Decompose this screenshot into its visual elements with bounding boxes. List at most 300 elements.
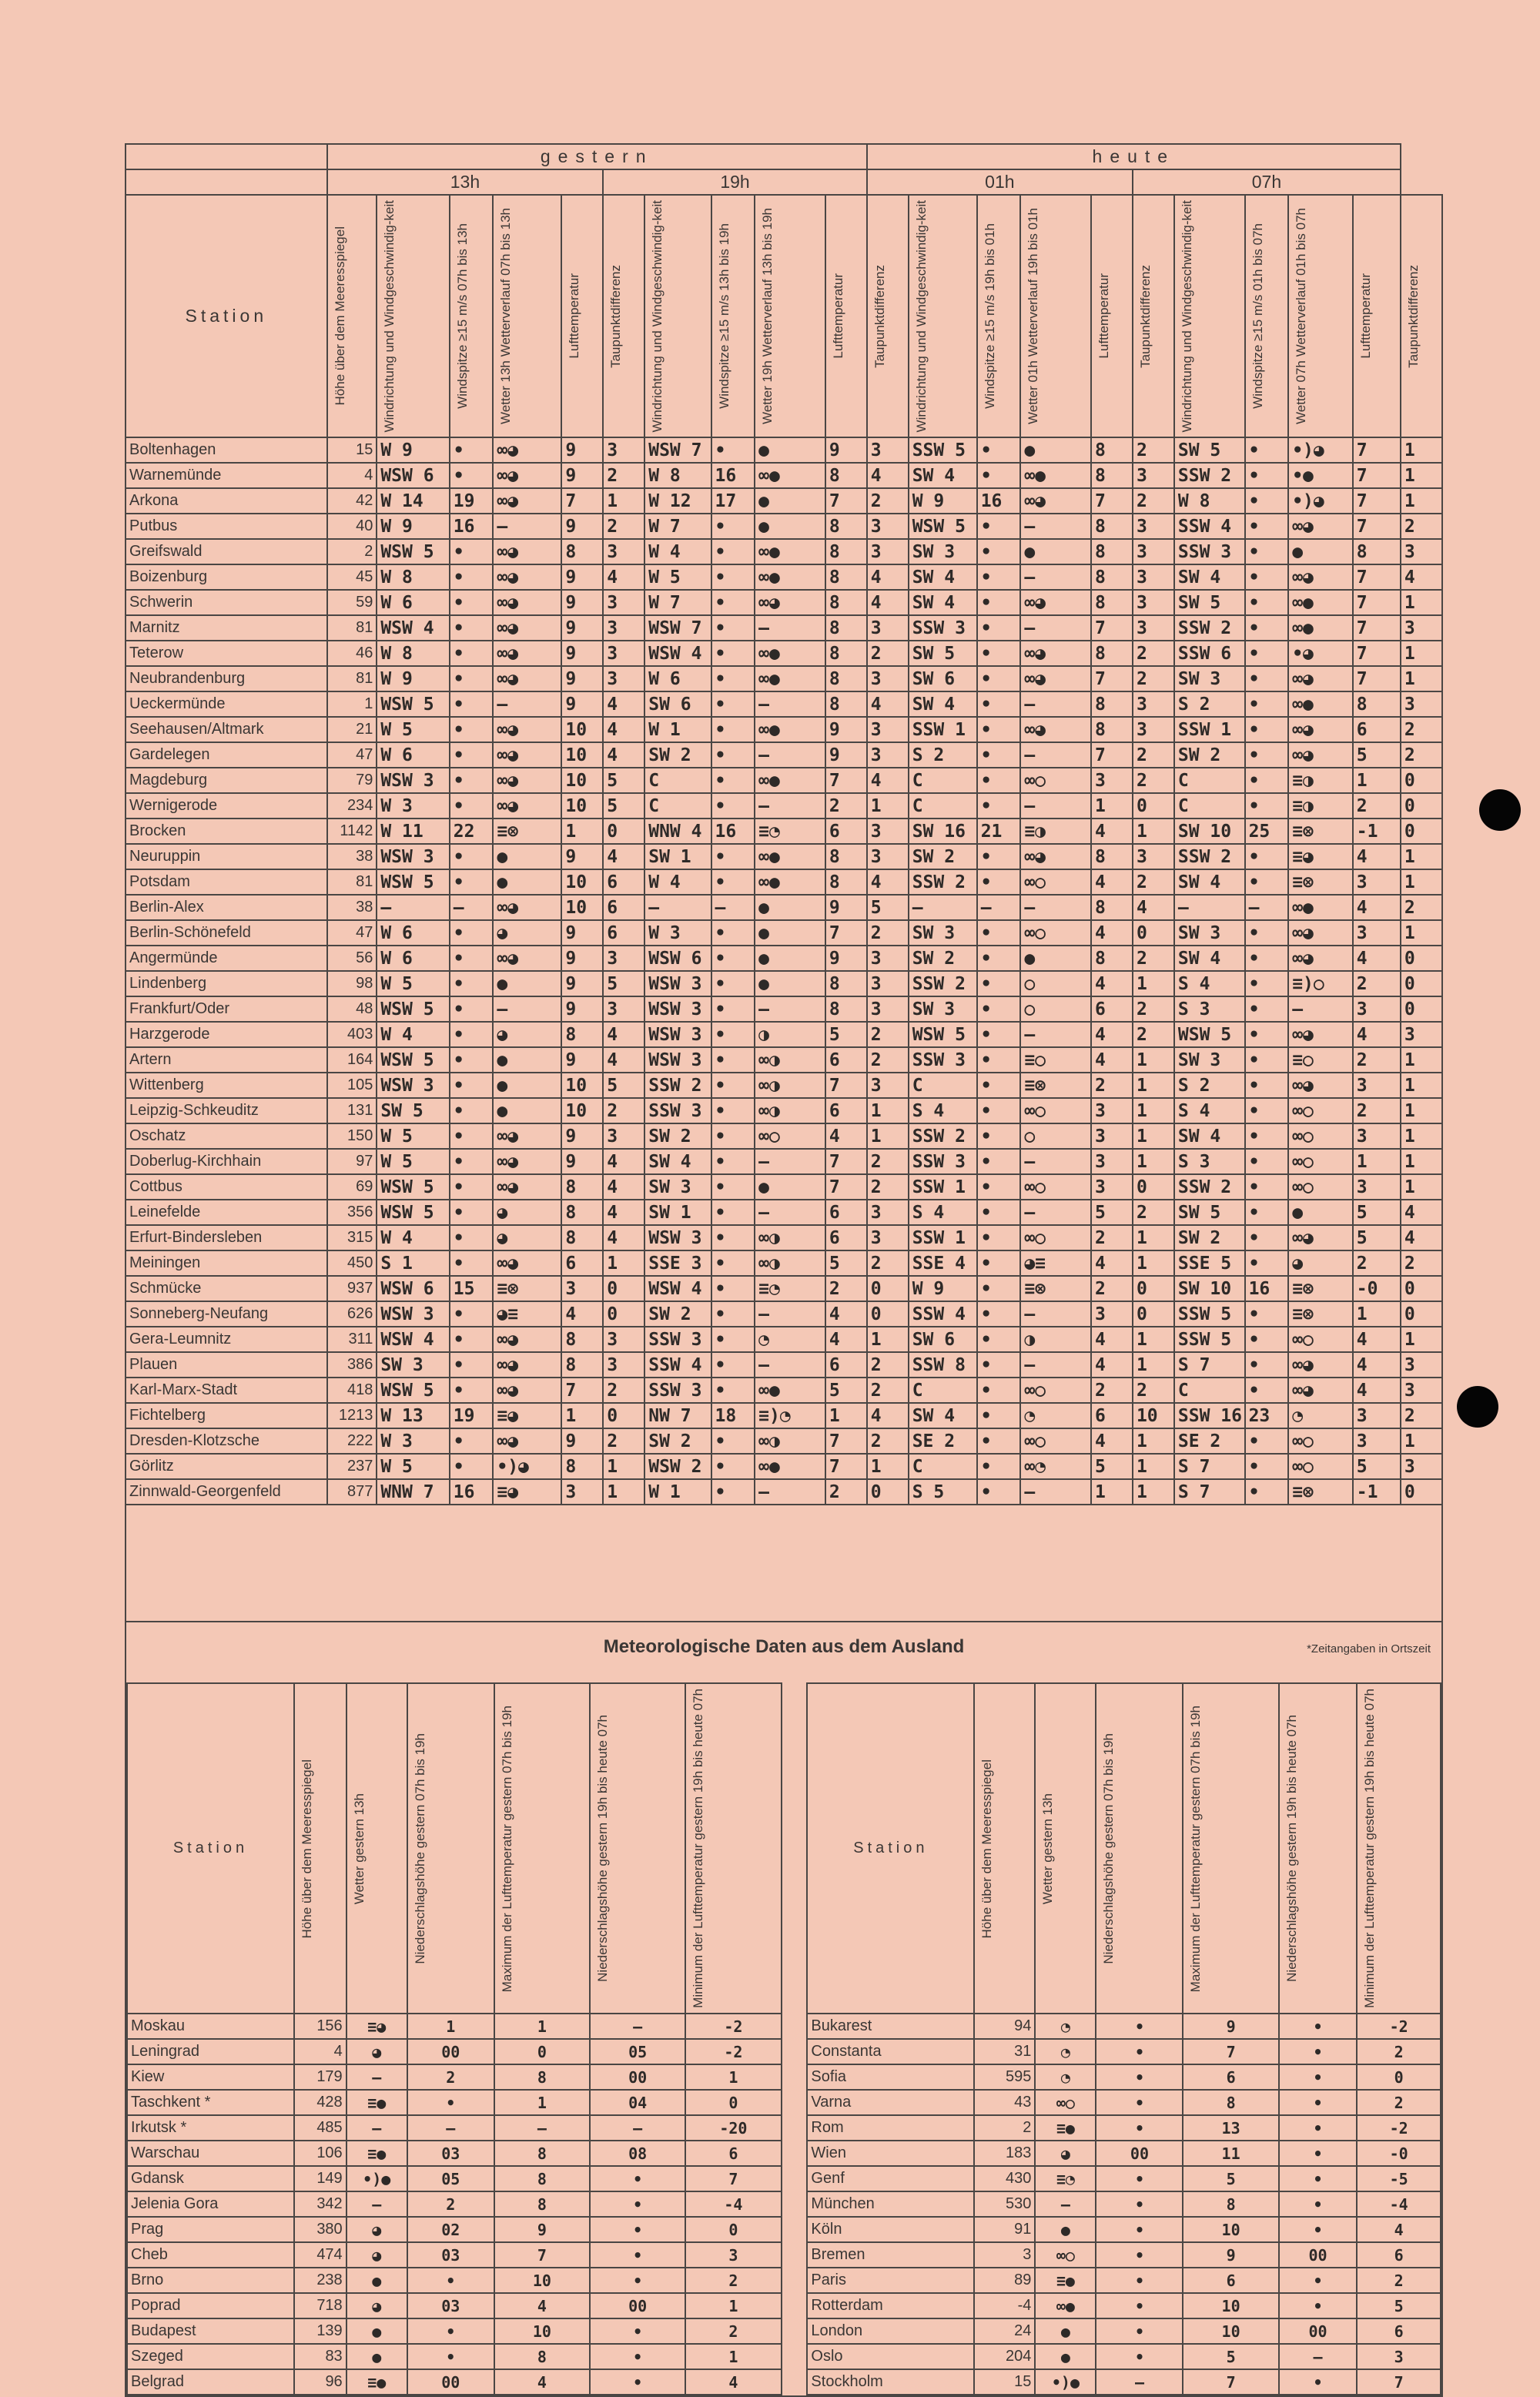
data-cell: 6 <box>603 869 644 895</box>
ausland-cell: 2 <box>1357 2039 1441 2064</box>
data-cell: -1 <box>1353 1479 1401 1505</box>
ausland-cell: • <box>1096 2039 1183 2064</box>
ausland-cell: 6 <box>1357 2318 1441 2344</box>
station-name: Warnemünde <box>126 463 327 488</box>
data-cell: W 6 <box>377 590 449 615</box>
ausland-cell: 6 <box>1183 2268 1278 2293</box>
data-cell: W 4 <box>644 539 711 564</box>
ausland-cell: 595 <box>974 2064 1035 2090</box>
data-cell: C <box>1174 768 1245 793</box>
data-cell: 5 <box>603 971 644 996</box>
data-cell: 1 <box>1091 793 1133 819</box>
data-cell: SW 2 <box>644 1428 711 1454</box>
ausland-col-header-right-0 <box>974 1683 1035 2014</box>
data-cell: • <box>977 641 1021 666</box>
data-cell: SW 4 <box>644 1149 711 1174</box>
data-cell: SSW 3 <box>909 1047 977 1073</box>
data-cell: ∞◕ <box>1288 1378 1353 1403</box>
data-cell: •◕ <box>1288 641 1353 666</box>
data-cell: W 6 <box>377 742 449 768</box>
data-cell: SSW 2 <box>644 1073 711 1098</box>
station-name: Dresden-Klotzsche <box>126 1428 327 1454</box>
ausland-station: Budapest <box>127 2318 294 2344</box>
data-cell: 9 <box>561 1428 603 1454</box>
data-cell: ≡◔ <box>755 819 825 844</box>
station-row <box>126 793 1442 819</box>
station-height: 315 <box>327 1225 377 1250</box>
data-cell: SW 3 <box>1174 666 1245 691</box>
ausland-station: Taschkent * <box>127 2090 294 2115</box>
data-cell: – <box>1020 615 1091 641</box>
col-header-3-0 <box>1174 195 1245 437</box>
data-cell: 4 <box>867 768 909 793</box>
data-cell: ∞◕ <box>493 946 561 971</box>
data-cell: 8 <box>825 463 867 488</box>
data-cell: 5 <box>1353 1200 1401 1225</box>
data-cell: 7 <box>825 768 867 793</box>
data-cell: • <box>450 1149 494 1174</box>
data-cell: • <box>977 717 1021 742</box>
station-row <box>126 819 1442 844</box>
ausland-station: Belgrad <box>127 2369 294 2395</box>
data-cell: 3 <box>867 1073 909 1098</box>
data-cell: 4 <box>1353 1022 1401 1047</box>
station-row <box>126 717 1442 742</box>
data-cell: • <box>977 539 1021 564</box>
data-cell: ∞◕ <box>493 488 561 514</box>
data-cell: – <box>755 996 825 1022</box>
data-cell: 1 <box>1133 1454 1174 1479</box>
data-cell: • <box>977 691 1021 717</box>
data-cell: 10 <box>561 1098 603 1123</box>
ausland-station: Köln <box>807 2217 974 2242</box>
data-cell: SW 2 <box>644 1301 711 1327</box>
data-cell: • <box>1245 590 1289 615</box>
ausland-station: Moskau <box>127 2014 294 2039</box>
ausland-cell: 03 <box>407 2293 494 2318</box>
data-cell: • <box>1245 1454 1289 1479</box>
data-cell: •)◕ <box>1288 488 1353 514</box>
data-cell: 2 <box>1133 437 1174 463</box>
data-cell: ∞○ <box>1020 1428 1091 1454</box>
data-cell: 8 <box>1091 717 1133 742</box>
station-height: 47 <box>327 920 377 946</box>
data-cell: 1 <box>867 1454 909 1479</box>
ausland-cell: 7 <box>494 2242 590 2268</box>
data-cell: • <box>1245 717 1289 742</box>
ausland-cell: ≡◕ <box>346 2014 407 2039</box>
ausland-cell: – <box>346 2064 407 2090</box>
data-cell: 3 <box>1353 996 1401 1022</box>
data-cell: 9 <box>561 590 603 615</box>
data-cell: • <box>450 691 494 717</box>
ausland-cell: ● <box>1035 2344 1096 2369</box>
ausland-cell: 474 <box>294 2242 346 2268</box>
ausland-col-label: Niederschlagshöhe gestern 07h bis 19h <box>412 1733 427 1964</box>
data-cell: SSW 3 <box>644 1327 711 1352</box>
ausland-cell: 00 <box>407 2369 494 2395</box>
station-height: 69 <box>327 1174 377 1200</box>
data-cell: 0 <box>1401 996 1442 1022</box>
data-cell: 3 <box>1133 539 1174 564</box>
data-cell: 2 <box>1353 971 1401 996</box>
data-cell: • <box>711 1352 755 1378</box>
station-name: Görlitz <box>126 1454 327 1479</box>
data-cell: SSW 16 <box>1174 1403 1245 1428</box>
station-row <box>126 920 1442 946</box>
data-cell: ∞○ <box>1020 1098 1091 1123</box>
data-cell: 4 <box>867 564 909 590</box>
data-cell: 2 <box>1401 1403 1442 1428</box>
data-cell: 7 <box>1353 666 1401 691</box>
data-cell: S 2 <box>909 742 977 768</box>
data-cell: 4 <box>1353 946 1401 971</box>
data-cell: 19 <box>450 1403 494 1428</box>
data-cell: • <box>1245 920 1289 946</box>
ausland-col-header-right-3 <box>1183 1683 1278 2014</box>
data-cell: 5 <box>867 895 909 920</box>
column-gap <box>782 2242 808 2268</box>
data-cell: 3 <box>603 1327 644 1352</box>
station-row <box>126 1301 1442 1327</box>
ausland-cell: 9 <box>1183 2242 1278 2268</box>
ausland-cell: 05 <box>590 2039 685 2064</box>
data-cell: 8 <box>825 666 867 691</box>
data-cell: W 5 <box>377 1454 449 1479</box>
data-cell: – <box>1020 742 1091 768</box>
data-cell: SSW 2 <box>909 1123 977 1149</box>
ausland-cell: • <box>1096 2318 1183 2344</box>
station-height: 150 <box>327 1123 377 1149</box>
col-header-label: Wetter 19h Wetterverlauf 13h bis 19h <box>760 208 775 425</box>
data-cell: • <box>711 1301 755 1327</box>
station-name: Boizenburg <box>126 564 327 590</box>
data-cell: 1 <box>1401 437 1442 463</box>
ausland-cell: 8 <box>1183 2191 1278 2217</box>
ausland-cell: 1 <box>685 2344 781 2369</box>
data-cell: 4 <box>603 844 644 869</box>
data-cell: WSW 7 <box>644 437 711 463</box>
data-cell: 0 <box>867 1301 909 1327</box>
ausland-station: Gdansk <box>127 2166 294 2191</box>
data-cell: 3 <box>1401 1352 1442 1378</box>
data-cell: 1 <box>1401 488 1442 514</box>
data-cell: – <box>755 691 825 717</box>
data-cell: 7 <box>825 1073 867 1098</box>
ausland-col-label: Wetter gestern 13h <box>1040 1793 1056 1904</box>
data-cell: ∞◕ <box>1288 1022 1353 1047</box>
data-cell: ∞○ <box>1020 1225 1091 1250</box>
data-cell: ∞◕ <box>493 590 561 615</box>
station-height: 105 <box>327 1073 377 1098</box>
data-cell: 16 <box>711 819 755 844</box>
data-cell: 0 <box>1133 1276 1174 1301</box>
ausland-cell: – <box>590 2014 685 2039</box>
data-cell: • <box>450 1200 494 1225</box>
ausland-cell: 24 <box>974 2318 1035 2344</box>
data-cell: WSW 3 <box>377 768 449 793</box>
ausland-station: Kiew <box>127 2064 294 2090</box>
column-gap <box>782 2039 808 2064</box>
data-cell: C <box>644 793 711 819</box>
ausland-cell: • <box>407 2344 494 2369</box>
data-cell: – <box>755 1149 825 1174</box>
ausland-station: Constanta <box>807 2039 974 2064</box>
ausland-row <box>127 2344 1441 2369</box>
ausland-row <box>127 2014 1441 2039</box>
data-cell: 8 <box>825 691 867 717</box>
ausland-cell: • <box>1279 2039 1358 2064</box>
hoehe-column-header <box>327 195 377 437</box>
data-cell: 10 <box>561 717 603 742</box>
data-cell: 2 <box>1353 1047 1401 1073</box>
data-cell: WSW 5 <box>377 869 449 895</box>
data-cell: 2 <box>867 1149 909 1174</box>
data-cell: WSW 3 <box>377 844 449 869</box>
data-cell: 25 <box>1245 819 1289 844</box>
data-cell: ∞◕ <box>1020 590 1091 615</box>
data-cell: ○ <box>1020 971 1091 996</box>
data-cell: ∞○ <box>1020 768 1091 793</box>
ausland-cell: ≡● <box>1035 2115 1096 2141</box>
data-cell: S 2 <box>1174 1073 1245 1098</box>
data-cell: 3 <box>561 1276 603 1301</box>
data-cell: 1 <box>1133 1352 1174 1378</box>
data-cell: 1 <box>1401 1123 1442 1149</box>
data-cell: ≡)○ <box>1288 971 1353 996</box>
data-cell: W 8 <box>1174 488 1245 514</box>
data-cell: 1 <box>825 1403 867 1428</box>
data-cell: 3 <box>1091 768 1133 793</box>
data-cell: 3 <box>867 819 909 844</box>
ausland-cell: ● <box>346 2318 407 2344</box>
data-cell: 9 <box>825 946 867 971</box>
data-cell: ● <box>755 946 825 971</box>
data-cell: ◕ <box>493 1225 561 1250</box>
data-cell: WSW 3 <box>377 1301 449 1327</box>
col-header-label: Wetter 01h Wetterverlauf 19h bis 01h <box>1026 208 1041 425</box>
data-cell: WSW 5 <box>377 1378 449 1403</box>
col-header-1-2 <box>755 195 825 437</box>
data-cell: • <box>1245 1378 1289 1403</box>
data-cell: SSE 3 <box>644 1250 711 1276</box>
ausland-cell: 91 <box>974 2217 1035 2242</box>
data-cell: 3 <box>1133 615 1174 641</box>
data-cell: 16 <box>450 1479 494 1505</box>
data-cell: ≡⊗ <box>493 819 561 844</box>
data-cell: 1 <box>1401 641 1442 666</box>
station-name: Neuruppin <box>126 844 327 869</box>
ausland-col-label: Maximum der Lufttemperatur gestern 07h bis 19h <box>499 1705 514 1993</box>
col-header-2-4 <box>1133 195 1174 437</box>
column-gap <box>782 1683 808 2014</box>
data-cell: 8 <box>1091 514 1133 539</box>
data-cell: • <box>711 844 755 869</box>
column-gap <box>782 2166 808 2191</box>
data-cell: W 9 <box>909 1276 977 1301</box>
station-row <box>126 1149 1442 1174</box>
data-cell: 6 <box>825 1352 867 1378</box>
sheet <box>125 143 1443 2397</box>
data-cell: 8 <box>1091 895 1133 920</box>
data-cell: • <box>1245 463 1289 488</box>
data-cell: S 4 <box>909 1098 977 1123</box>
data-cell: ∞◕ <box>493 1123 561 1149</box>
data-cell: S 1 <box>377 1250 449 1276</box>
data-cell: • <box>711 1225 755 1250</box>
ausland-station: Szeged <box>127 2344 294 2369</box>
data-cell: W 7 <box>644 514 711 539</box>
ausland-cell: 718 <box>294 2293 346 2318</box>
data-cell: ∞◕ <box>493 641 561 666</box>
data-cell: 2 <box>1133 1200 1174 1225</box>
data-cell: • <box>977 1428 1021 1454</box>
data-cell: 9 <box>561 463 603 488</box>
station-name: Wernigerode <box>126 793 327 819</box>
data-cell: SSW 2 <box>1174 844 1245 869</box>
station-height: 237 <box>327 1454 377 1479</box>
data-cell: – <box>1245 895 1289 920</box>
ausland-row <box>127 2191 1441 2217</box>
data-cell: • <box>711 1174 755 1200</box>
ausland-cell: • <box>590 2268 685 2293</box>
data-cell: 3 <box>603 615 644 641</box>
ausland-cell: 1 <box>494 2014 590 2039</box>
data-cell: 4 <box>603 1225 644 1250</box>
ausland-col-header-right-1 <box>1035 1683 1096 2014</box>
station-name: Fichtelberg <box>126 1403 327 1428</box>
data-cell: 2 <box>1091 1276 1133 1301</box>
data-cell: – <box>755 742 825 768</box>
data-cell: WNW 7 <box>377 1479 449 1505</box>
data-cell: 0 <box>1401 768 1442 793</box>
data-cell: 3 <box>1353 920 1401 946</box>
ausland-cell: • <box>1096 2242 1183 2268</box>
column-gap <box>782 2318 808 2344</box>
ausland-cell: 3 <box>1357 2344 1441 2369</box>
data-cell: 5 <box>1353 1454 1401 1479</box>
ausland-col-header-left-0 <box>294 1683 346 2014</box>
data-cell: 3 <box>867 742 909 768</box>
data-cell: ○ <box>1020 996 1091 1022</box>
data-cell: 8 <box>825 539 867 564</box>
data-cell: • <box>1245 971 1289 996</box>
data-cell: • <box>1245 691 1289 717</box>
ausland-cell: • <box>1279 2141 1358 2166</box>
data-cell: 1 <box>603 1250 644 1276</box>
data-cell: 4 <box>561 1301 603 1327</box>
data-cell: ≡⊗ <box>1288 869 1353 895</box>
data-cell: 7 <box>1091 615 1133 641</box>
data-cell: SW 4 <box>909 691 977 717</box>
col-header-1-1 <box>711 195 755 437</box>
data-cell: • <box>711 1073 755 1098</box>
station-name: Arkona <box>126 488 327 514</box>
data-cell: 0 <box>1133 1301 1174 1327</box>
data-cell: 2 <box>1401 717 1442 742</box>
station-row <box>126 768 1442 793</box>
data-cell: NW 7 <box>644 1403 711 1428</box>
data-cell: 1 <box>1401 844 1442 869</box>
ausland-cell: • <box>1096 2191 1183 2217</box>
ausland-cell: -5 <box>1357 2166 1441 2191</box>
col-header-1-0 <box>644 195 711 437</box>
col-header-1-4 <box>867 195 909 437</box>
data-cell: SW 10 <box>1174 1276 1245 1301</box>
data-cell: W 9 <box>909 488 977 514</box>
station-row <box>126 1022 1442 1047</box>
ausland-cell: • <box>1096 2115 1183 2141</box>
data-cell: ≡◑ <box>1288 793 1353 819</box>
ausland-cell: 00 <box>1279 2318 1358 2344</box>
data-cell: SW 4 <box>1174 946 1245 971</box>
data-cell: SW 5 <box>1174 437 1245 463</box>
data-cell: •)◕ <box>493 1454 561 1479</box>
data-cell: • <box>711 1098 755 1123</box>
col-header-2-3 <box>1091 195 1133 437</box>
station-row <box>126 971 1442 996</box>
data-cell: WSW 5 <box>377 539 449 564</box>
data-cell: 0 <box>1133 920 1174 946</box>
ausland-cell: 2 <box>974 2115 1035 2141</box>
column-gap <box>782 2115 808 2141</box>
station-table <box>125 143 1443 1505</box>
ausland-cell: – <box>494 2115 590 2141</box>
station-height: 131 <box>327 1098 377 1123</box>
data-cell: C <box>909 1454 977 1479</box>
data-cell: ● <box>1020 539 1091 564</box>
data-cell: ● <box>755 488 825 514</box>
data-cell: 3 <box>867 996 909 1022</box>
data-cell: – <box>1020 1022 1091 1047</box>
data-cell: 7 <box>1353 641 1401 666</box>
ausland-cell: -2 <box>1357 2014 1441 2039</box>
station-name: Putbus <box>126 514 327 539</box>
data-cell: ∞◕ <box>493 1352 561 1378</box>
data-cell: 2 <box>867 641 909 666</box>
ausland-cell: 0 <box>494 2039 590 2064</box>
data-cell: • <box>1245 1047 1289 1073</box>
ausland-cell: 1 <box>685 2064 781 2090</box>
data-cell: – <box>755 1352 825 1378</box>
data-cell: S 7 <box>1174 1352 1245 1378</box>
data-cell: SW 3 <box>909 920 977 946</box>
ausland-cell: 00 <box>1096 2141 1183 2166</box>
data-cell: 1 <box>603 1454 644 1479</box>
ausland-cell: • <box>1279 2014 1358 2039</box>
data-cell: • <box>450 971 494 996</box>
ausland-cell: 8 <box>1183 2090 1278 2115</box>
corner-cell-2 <box>126 169 327 195</box>
data-cell: • <box>450 1047 494 1073</box>
data-cell: 1 <box>1401 920 1442 946</box>
data-cell: 8 <box>1091 691 1133 717</box>
data-cell: • <box>1245 742 1289 768</box>
data-cell: ∞● <box>755 717 825 742</box>
data-cell: 2 <box>1091 1073 1133 1098</box>
ausland-row <box>127 2242 1441 2268</box>
data-cell: • <box>711 793 755 819</box>
data-cell: • <box>977 1378 1021 1403</box>
blank-spacer <box>125 1505 1443 1622</box>
data-cell: – <box>755 1479 825 1505</box>
data-cell: C <box>909 768 977 793</box>
data-cell: •)◕ <box>1288 437 1353 463</box>
station-name: Schwerin <box>126 590 327 615</box>
data-cell: W 3 <box>644 920 711 946</box>
data-cell: 4 <box>1091 819 1133 844</box>
ausland-station: Sofia <box>807 2064 974 2090</box>
